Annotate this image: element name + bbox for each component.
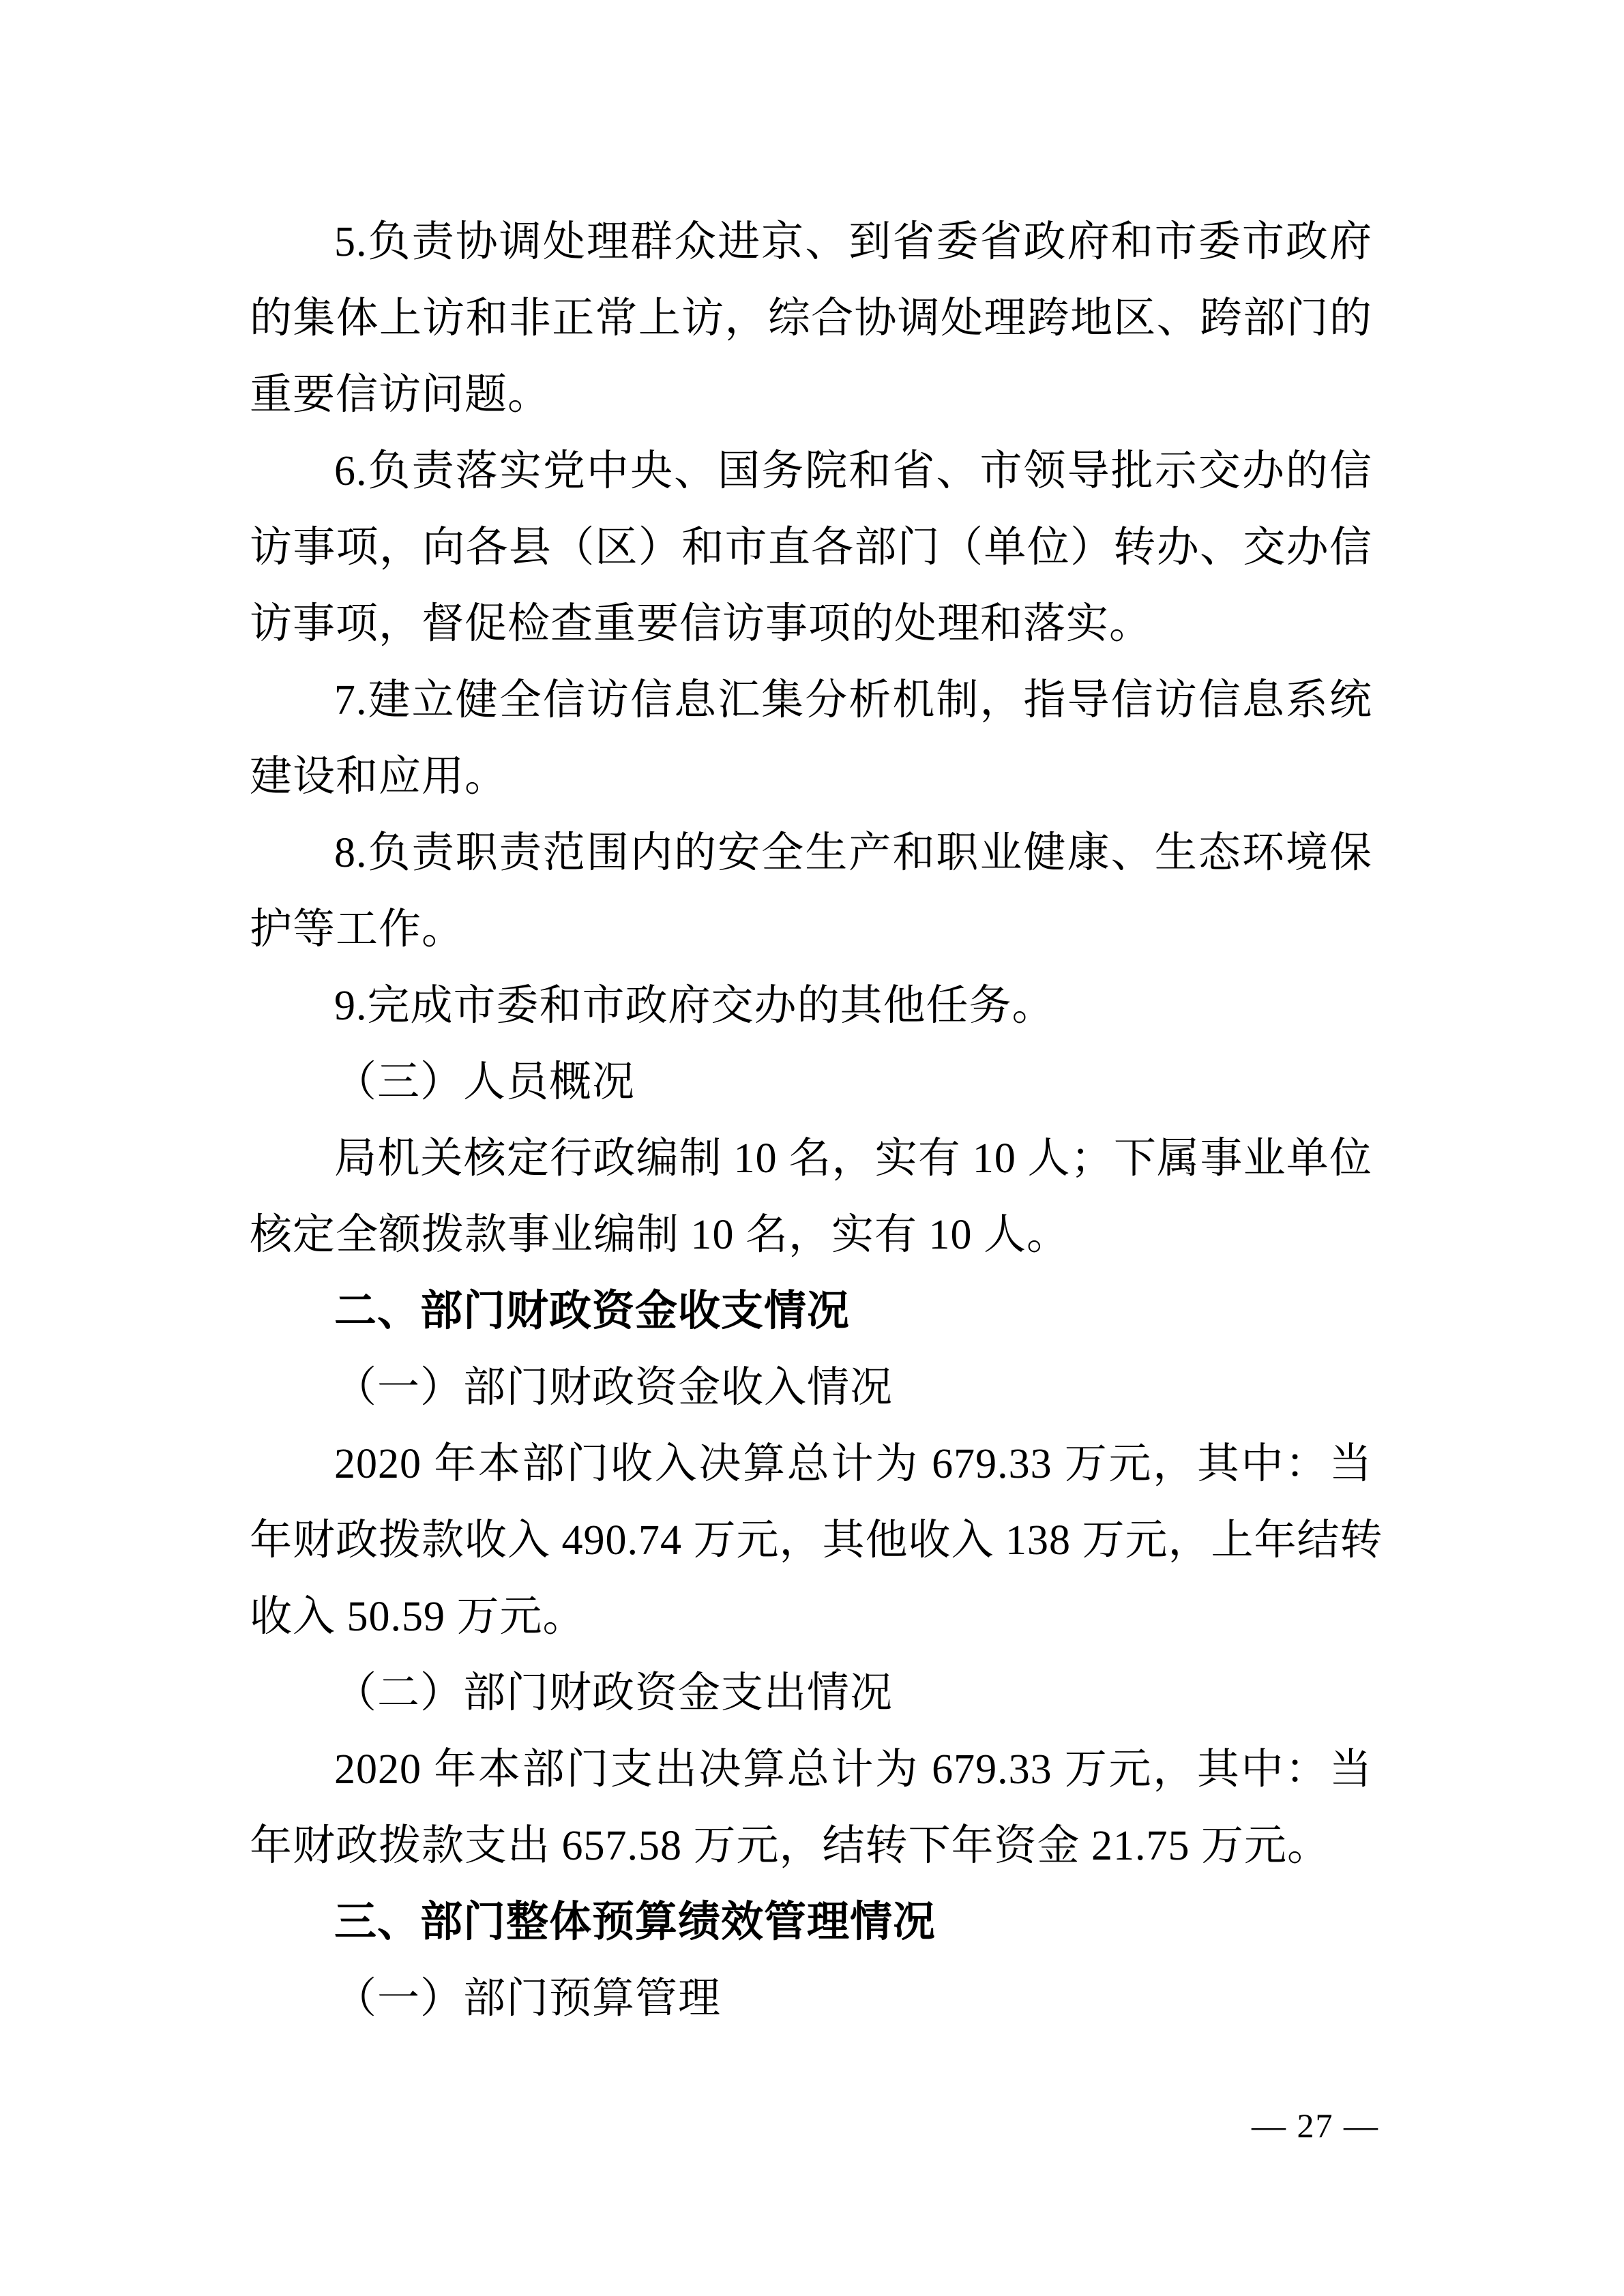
subsection-heading-income: （一）部门财政资金收入情况 [334,1365,894,1411]
section-heading-finance: 二、部门财政资金收支情况 [334,1287,851,1335]
page-number: — 27 — [1252,2106,1379,2145]
text-line: 局机关核定行政编制 10 名，实有 10 人；下属事业单位 [334,1135,1372,1182]
text-line: 核定全额拨款事业编制 10 名，实有 10 人。 [250,1212,1070,1258]
document-body [250,204,1383,2037]
text-line: 重要信访问题。 [250,372,551,418]
text-line: 护等工作。 [250,906,465,953]
text-line: 的集体上访和非正常上访，综合协调处理跨地区、跨部门的 [250,295,1372,342]
text-line: 8.负责职责范围内的安全生产和职业健康、生态环境保 [334,830,1372,876]
text-line: 6.负责落实党中央、国务院和省、市领导批示交办的信 [334,448,1372,494]
text-line: 9.完成市委和市政府交办的其他任务。 [334,983,1055,1029]
text-line: 7.建立健全信访信息汇集分析机制，指导信访信息系统 [334,677,1372,724]
text-line: 访事项，向各县（区）和市直各部门（单位）转办、交办信 [250,524,1372,571]
text-line: 2020 年本部门支出决算总计为 679.33 万元，其中：当 [334,1746,1372,1793]
text-line: 年财政拨款支出 657.58 万元，结转下年资金 21.75 万元。 [250,1823,1331,1869]
text-line: 5.负责协调处理群众进京、到省委省政府和市委市政府 [334,219,1372,265]
text-line: 2020 年本部门收入决算总计为 679.33 万元，其中：当 [334,1441,1372,1487]
subsection-heading-expenditure: （二）部门财政资金支出情况 [334,1670,894,1716]
text-line: 收入 50.59 万元。 [250,1594,586,1640]
section-heading-performance: 三、部门整体预算绩效管理情况 [334,1898,936,1945]
subsection-heading-personnel: （三）人员概况 [334,1059,636,1105]
subsection-heading-budget-management: （一）部门预算管理 [334,1976,722,2022]
text-line: 建设和应用。 [250,754,508,800]
text-line: 年财政拨款收入 490.74 万元，其他收入 138 万元，上年结转 [250,1517,1383,1564]
text-line: 访事项，督促检查重要信访事项的处理和落实。 [250,601,1153,647]
